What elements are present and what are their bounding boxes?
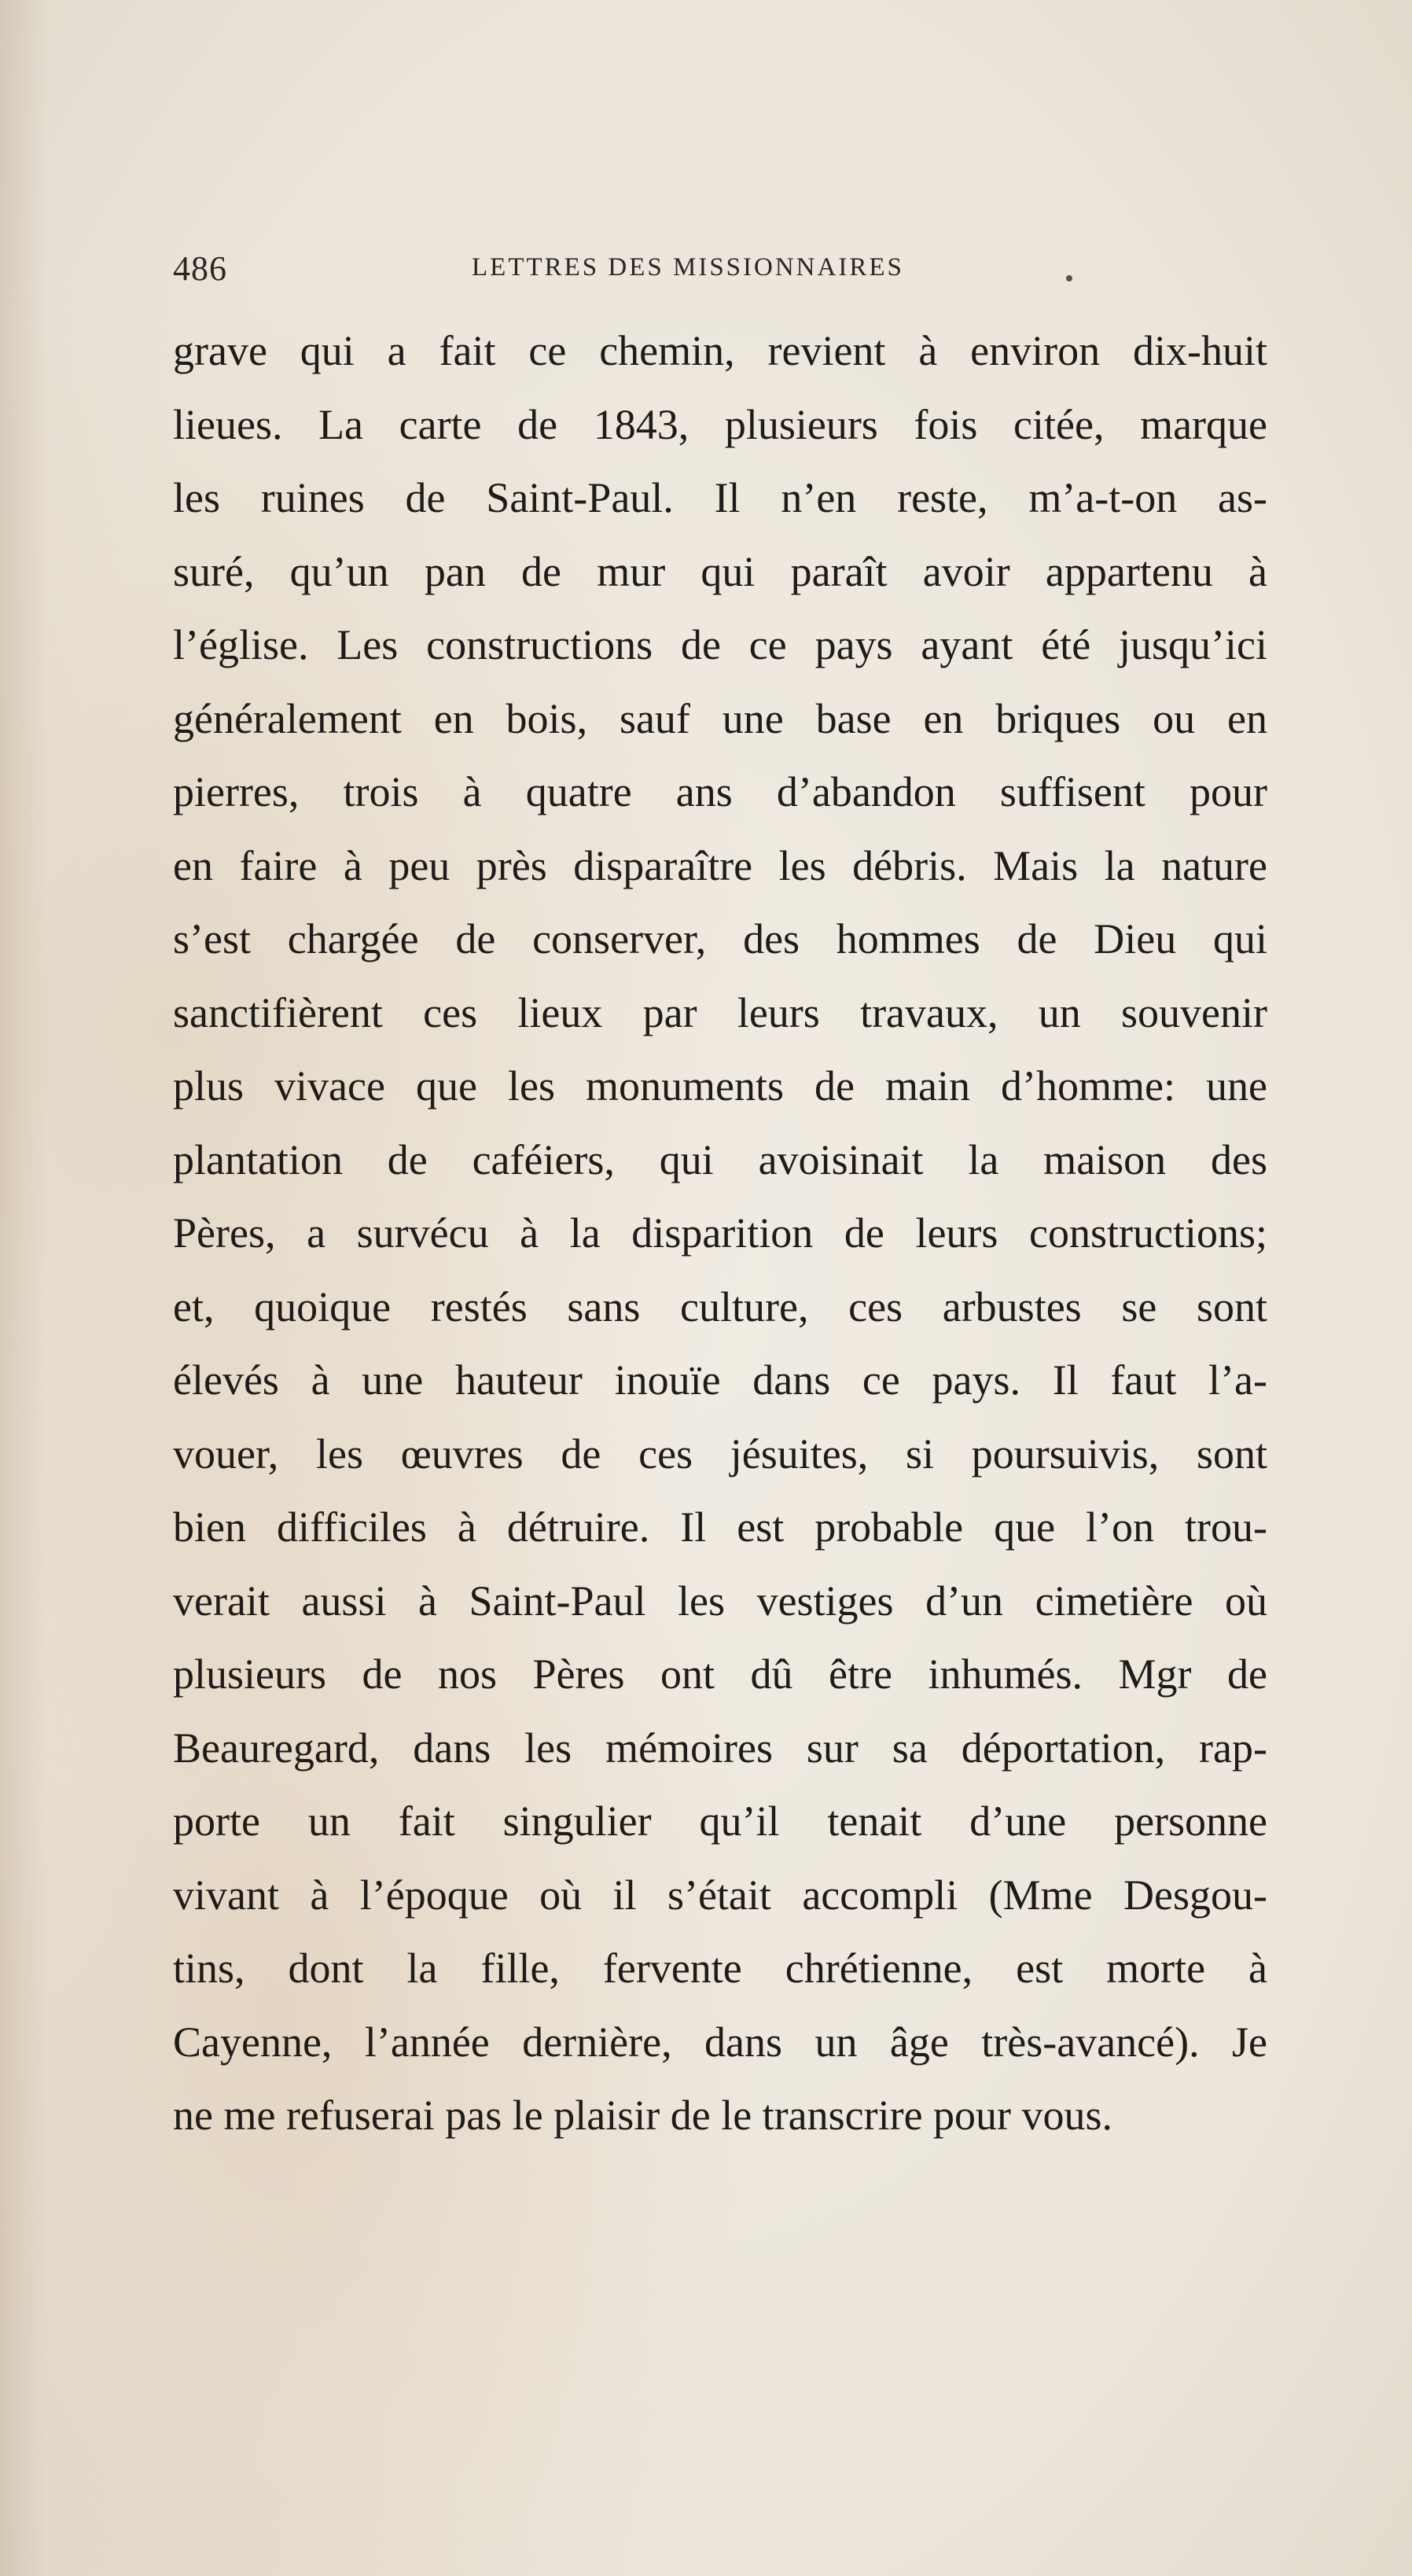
page-number: 486 bbox=[173, 249, 227, 288]
text-line: grave qui a fait ce chemin, revient à environ dix-huit bbox=[173, 327, 1267, 374]
text-line: ne me refuserai pas le plaisir de le transcrire pour vous. bbox=[173, 2092, 1113, 2139]
ink-speck bbox=[1066, 275, 1072, 282]
text-line: sanctifièrent ces lieux par leurs travaux, un souvenir bbox=[173, 988, 1267, 1036]
text-line: plantation de caféiers, qui avoisinait la maison des bbox=[173, 1135, 1267, 1183]
text-line: l’église. Les constructions de ce pays ayant été jusqu’ici bbox=[173, 621, 1267, 668]
text-line: plusieurs de nos Pères ont dû être inhumés. Mgr de bbox=[173, 1650, 1267, 1698]
page-gutter-shadow bbox=[0, 0, 47, 2576]
text-line: en faire à peu près disparaître les débris. Mais la nature bbox=[173, 841, 1267, 889]
text-line: Beauregard, dans les mémoires sur sa déportation, rap- bbox=[173, 1724, 1267, 1772]
text-line: bien difficiles à détruire. Il est probable que l’on trou- bbox=[173, 1503, 1267, 1551]
text-line: généralement en bois, sauf une base en briques ou en bbox=[173, 694, 1267, 742]
text-line: pierres, trois à quatre ans d’abandon suffisent pour bbox=[173, 768, 1267, 815]
text-line: suré, qu’un pan de mur qui paraît avoir appartenu à bbox=[173, 547, 1267, 595]
text-line: s’est chargée de conserver, des hommes de Dieu qui bbox=[173, 915, 1267, 962]
text-line: et, quoique restés sans culture, ces arbustes se sont bbox=[173, 1282, 1267, 1330]
text-line: vouer, les œuvres de ces jésuites, si poursuivis, sont bbox=[173, 1430, 1267, 1478]
text-line: porte un fait singulier qu’il tenait d’une personne bbox=[173, 1798, 1267, 1845]
text-line: verait aussi à Saint-Paul les vestiges d’un cimetière où bbox=[173, 1577, 1267, 1625]
text-line: lieues. La carte de 1843, plusieurs fois citée, marque bbox=[173, 400, 1267, 448]
text-line: vivant à l’époque où il s’était accompli (Mme Desgou- bbox=[173, 1871, 1267, 1919]
text-line: élevés à une hauteur inouïe dans ce pays. Il faut l’a- bbox=[173, 1356, 1267, 1404]
text-line: tins, dont la fille, fervente chrétienne, est morte à bbox=[173, 1945, 1267, 1992]
text-line: plus vivace que les monuments de main d’homme: une bbox=[173, 1062, 1267, 1110]
running-title: LETTRES DES MISSIONNAIRES bbox=[472, 253, 904, 282]
body-text bbox=[173, 315, 1267, 2153]
page-header bbox=[173, 248, 1274, 296]
text-line: les ruines de Saint-Paul. Il n’en reste, m’a-t-on as- bbox=[173, 474, 1267, 521]
text-line: Cayenne, l’année dernière, dans un âge très-avancé). Je bbox=[173, 2018, 1267, 2066]
text-line: Pères, a survécu à la disparition de leurs constructions; bbox=[173, 1209, 1267, 1257]
